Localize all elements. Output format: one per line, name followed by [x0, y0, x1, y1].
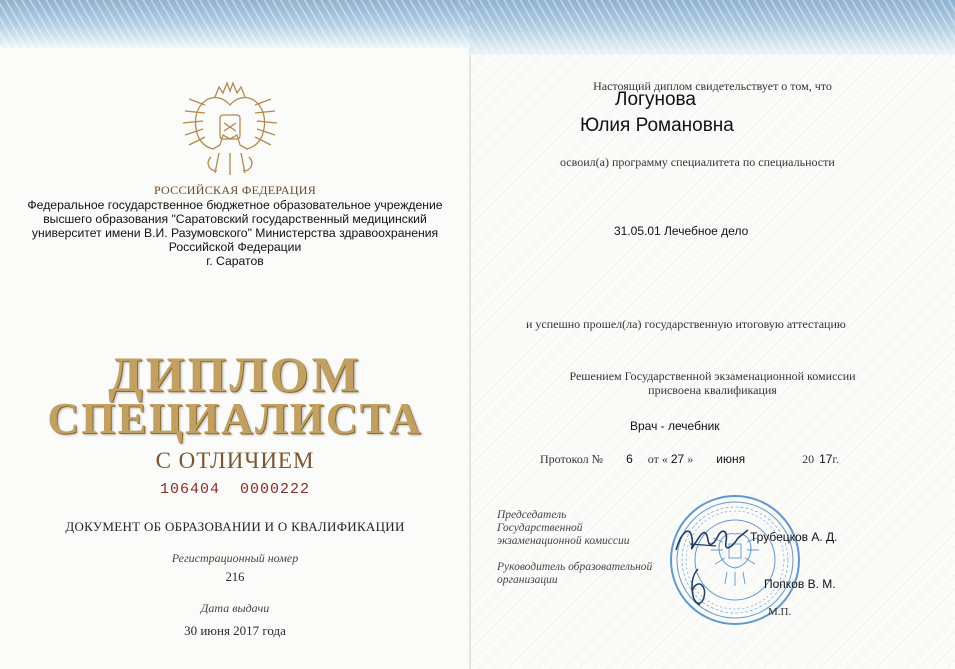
protocol-year: 17: [819, 452, 833, 466]
diploma-title: ДИПЛОМ: [108, 346, 362, 402]
protocol-year-unit: г.: [832, 452, 839, 466]
program-statement: освоил(а) программу специалитета по специальности: [560, 155, 835, 169]
protocol-number: 6: [626, 452, 633, 466]
chair-role-line: Государственной: [497, 522, 583, 534]
serial-number: 106404 0000222: [159, 481, 311, 498]
issue-date: 30 июня 2017 года: [184, 623, 286, 638]
guilloche-border-left: [0, 0, 470, 48]
registration-label: Регистрационный номер: [171, 551, 299, 565]
chair-role: [497, 509, 630, 548]
chair-signature-icon: [672, 520, 752, 560]
head-role-line: Руководитель образовательной: [497, 561, 653, 573]
specialty: 31.05.01 Лечебное дело: [614, 224, 749, 238]
qualification-decision: [470, 369, 955, 397]
double-headed-eagle-emblem-icon: [175, 75, 285, 185]
protocol-day: 27: [670, 452, 685, 466]
certificate-intro: Настоящий диплом свидетельствует о том, что: [593, 79, 832, 93]
graduate-given-names: Юлия Романовна: [580, 115, 734, 136]
organization-line: Федеральное государственное бюджетное образовательное учреждение: [27, 198, 443, 212]
head-role: [497, 561, 652, 587]
protocol-line: [540, 452, 839, 467]
attestation-statement: и успешно прошел(ла) государственную итоговую аттестацию: [526, 317, 846, 331]
head-name: Попков В. М.: [764, 577, 836, 591]
country-name: РОССИЙСКАЯ ФЕДЕРАЦИЯ: [153, 183, 317, 197]
protocol-year-prefix: 20: [802, 452, 815, 466]
organization-name: [10, 198, 460, 268]
head-signature-icon: [676, 565, 721, 610]
organization-line: высшего образования "Саратовский государственный медицинский: [43, 212, 427, 226]
diploma-subtitle: СПЕЦИАЛИСТА: [47, 394, 423, 443]
seal-place-mark: М.П.: [768, 606, 792, 618]
honors-label: С ОТЛИЧИЕМ: [155, 448, 315, 473]
chair-role-line: экзаменационной комиссии: [497, 535, 630, 547]
head-role-line: организации: [497, 574, 558, 586]
chair-role-line: Председатель: [497, 509, 567, 521]
qualification: Врач - лечебник: [630, 419, 720, 433]
document-type: ДОКУМЕНТ ОБ ОБРАЗОВАНИИ И О КВАЛИФИКАЦИИ: [65, 519, 405, 534]
organization-line: университет имени В.И. Разумовского" Министерства здравоохранения: [31, 226, 439, 240]
protocol-label: Протокол №: [540, 452, 604, 466]
chair-name: Трубецков А. Д.: [750, 530, 838, 544]
issue-date-label: Дата выдачи: [200, 601, 270, 615]
organization-city: г. Саратов: [206, 254, 264, 268]
graduate-surname: Логунова: [615, 89, 696, 110]
protocol-month: июня: [716, 452, 746, 466]
protocol-close-quote: »: [687, 452, 694, 466]
page-fold: [469, 0, 471, 669]
protocol-from: от «: [647, 452, 668, 466]
organization-line: Российской Федерации: [168, 240, 302, 254]
registration-number: 216: [225, 570, 245, 584]
guilloche-border-right: [470, 0, 955, 55]
decision-line: присвоена квалификация: [648, 383, 777, 397]
decision-line: Решением Государственной экзаменационной комиссии: [569, 369, 856, 383]
